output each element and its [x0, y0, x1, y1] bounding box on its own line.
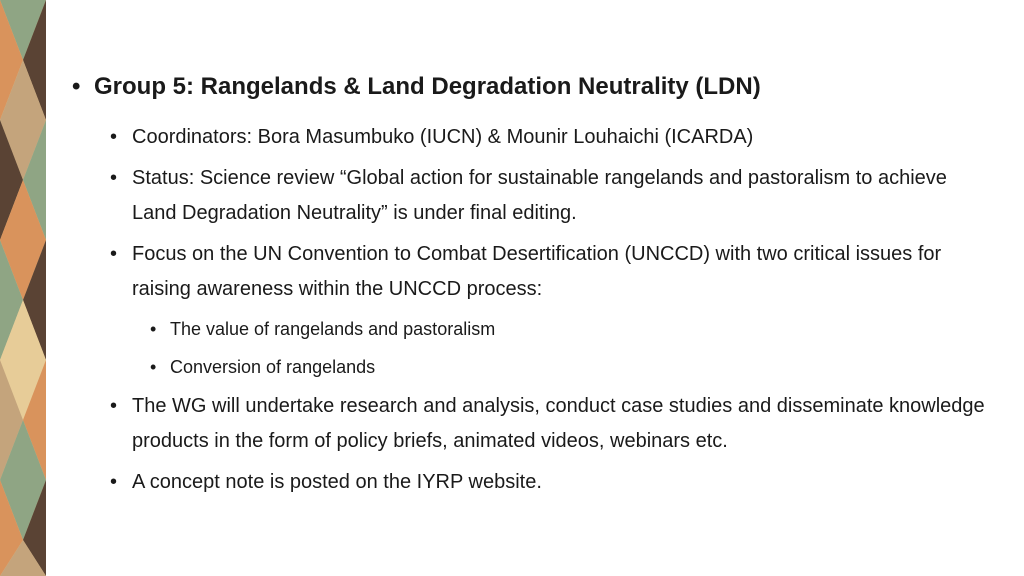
- sub-bullet-conversion: [150, 351, 992, 383]
- bullet-glyph: •: [110, 471, 118, 493]
- bullet-text: Focus on the UN Convention to Combat Desertification (UNCCD) with two critical issues for raising awareness within the UNCCD process:: [132, 243, 942, 300]
- bullet-glyph: •: [150, 319, 157, 339]
- bullet-glyph: •: [110, 395, 118, 417]
- bullet-text: Coordinators: Bora Masumbuko (IUCN) & Mounir Louhaichi (ICARDA): [132, 126, 754, 148]
- slide-title: Group 5: Rangelands & Land Degradation Neutrality (LDN): [94, 73, 761, 100]
- bullet-coordinators: [110, 120, 992, 155]
- bullet-glyph: •: [110, 126, 118, 148]
- slide-content: [72, 70, 992, 506]
- sub-bullet-text: The value of rangelands and pastoralism: [170, 319, 496, 339]
- bullet-text: A concept note is posted on the IYRP website.: [132, 471, 542, 493]
- bullet-glyph: •: [150, 357, 157, 377]
- bullet-text: Status: Science review “Global action for sustainable rangelands and pastoralism to achieve Land Degradation Neutrality” is under final editing.: [132, 167, 947, 224]
- slide-title-row: [72, 70, 992, 104]
- bullet-glyph: •: [72, 73, 81, 100]
- bullet-status: [110, 161, 992, 231]
- decorative-border: [0, 0, 46, 576]
- sub-bullet-text: Conversion of rangelands: [170, 357, 376, 377]
- bullet-focus: [110, 237, 992, 307]
- bullet-glyph: •: [110, 243, 118, 265]
- sub-bullet-value: [150, 313, 992, 345]
- bullet-wg-activities: [110, 389, 992, 459]
- bullet-concept-note: [110, 465, 992, 500]
- bullet-glyph: •: [110, 167, 118, 189]
- bullet-text: The WG will undertake research and analysis, conduct case studies and disseminate knowledge products in the form of policy briefs, animated videos, webinars etc.: [132, 395, 985, 452]
